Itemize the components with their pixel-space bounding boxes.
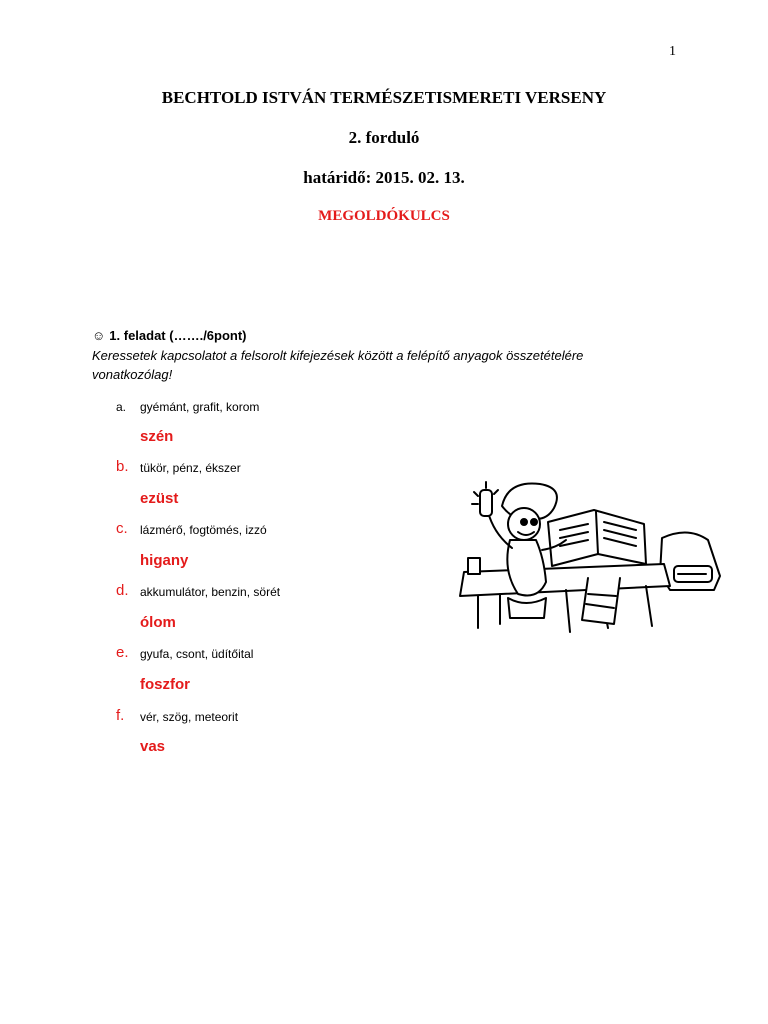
item-text-f: vér, szög, meteorit: [140, 710, 239, 724]
answer-d: ólom: [140, 614, 176, 631]
smiley-icon: ☺: [92, 328, 106, 343]
item-marker-a: a.: [116, 400, 127, 414]
page-number: 1: [669, 44, 676, 59]
answer-e: foszfor: [140, 676, 190, 693]
item-text-a: gyémánt, grafit, korom: [140, 400, 260, 414]
item-marker-d: d.: [116, 582, 129, 599]
item-marker-f: f.: [116, 707, 125, 724]
item-marker-c: c.: [116, 520, 128, 537]
item-marker-e: e.: [116, 644, 129, 661]
item-text-d: akkumulátor, benzin, sörét: [140, 585, 281, 599]
task-instruction: Keressetek kapcsolatot a felsorolt kifejezések között a felépítő anyagok összetételére vonatkozólag!: [92, 348, 584, 382]
task-heading-text: 1. feladat (……./6pont): [109, 328, 247, 343]
scientist-cartoon-icon: [438, 478, 734, 648]
answer-f: vas: [140, 738, 166, 755]
answer-b: ezüst: [140, 490, 179, 507]
answer-a: szén: [140, 428, 174, 445]
item-text-b: tükör, pénz, ékszer: [140, 461, 241, 475]
task-heading: [92, 328, 247, 343]
answer-c: higany: [140, 552, 189, 569]
round-label: 2. forduló: [348, 128, 420, 147]
item-marker-b: b.: [116, 458, 129, 475]
deadline-label: határidő: 2015. 02. 13.: [303, 168, 465, 187]
item-text-e: gyufa, csont, üdítőital: [140, 647, 254, 661]
answer-key-subtitle: MEGOLDÓKULCS: [318, 208, 450, 224]
item-text-c: lázmérő, fogtömés, izzó: [140, 523, 267, 537]
document-title: BECHTOLD ISTVÁN TERMÉSZETISMERETI VERSENY: [161, 88, 607, 107]
